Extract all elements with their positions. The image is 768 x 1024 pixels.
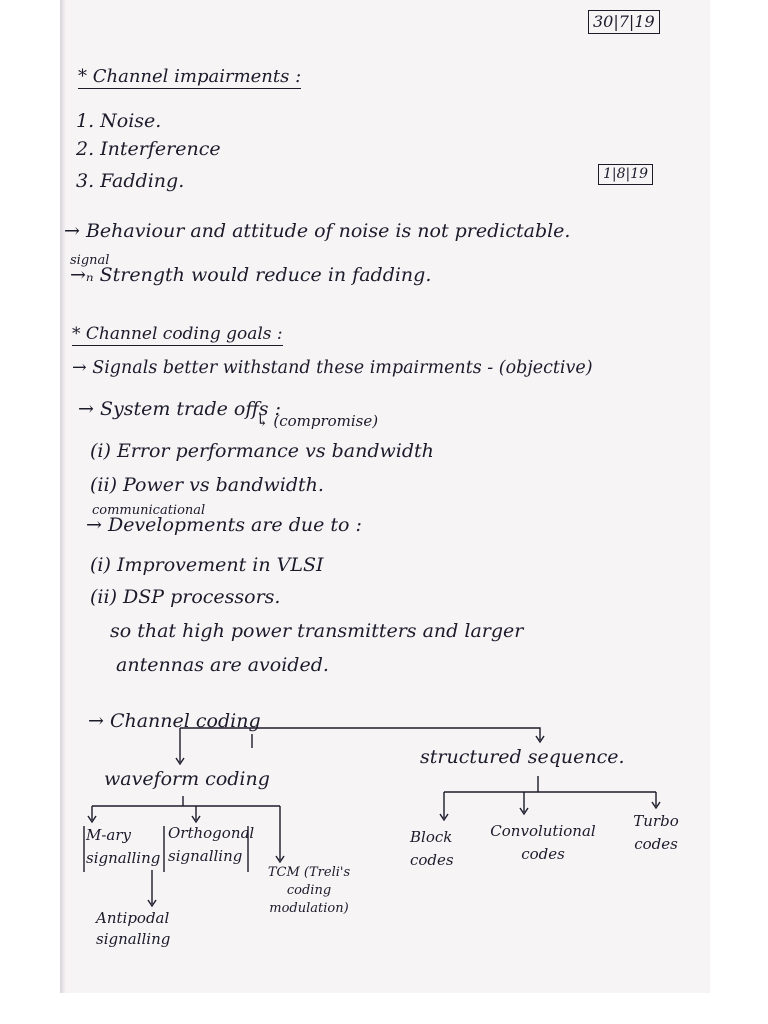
leaf-turbo-codes: Turbo codes — [633, 812, 679, 854]
goal-compromise: ↳ (compromise) — [256, 412, 379, 430]
date-box-2: 1|8|19 — [598, 164, 653, 185]
goals-heading: * Channel coding goals : — [72, 324, 283, 344]
note-signal-word: signal — [70, 253, 110, 268]
leaf-convolutional-codes: Convolutional codes — [490, 822, 596, 864]
impairment-item-interference: 2. Interference — [76, 138, 221, 160]
leaf-mary-signalling: M-ary signalling — [86, 826, 161, 868]
leaf-antipodal-signalling: Antipodal signalling — [96, 909, 171, 948]
goal-objective: → Signals better withstand these impairments - (objective) — [72, 358, 593, 378]
impairment-item-noise: 1. Noise. — [76, 110, 162, 132]
impairment-item-fading: 3. Fadding. — [76, 170, 185, 192]
note-fading: →ₙ Strength would reduce in fadding. — [70, 264, 432, 286]
structured-sequence: structured sequence. — [420, 746, 625, 768]
tradeoff-ii: (ii) Power vs bandwidth. — [90, 474, 324, 496]
leaf-tcm: TCM (Treli's coding modulation) — [267, 865, 351, 917]
impairments-heading: * Channel impairments : — [78, 66, 302, 87]
date-box-1: 30|7|19 — [588, 10, 660, 34]
antennas-line: antennas are avoided. — [116, 654, 329, 676]
leaf-block-codes: Block codes — [410, 828, 454, 870]
so-that-line: so that high power transmitters and larger — [110, 620, 524, 642]
note-noise: → Behaviour and attitude of noise is not predictable. — [64, 220, 571, 242]
development-ii: (ii) DSP processors. — [90, 586, 281, 608]
tradeoff-i: (i) Error performance vs bandwidth — [90, 440, 434, 462]
waveform-coding: waveform coding — [104, 768, 270, 790]
tree-root: → Channel coding — [88, 710, 261, 732]
leaf-orthogonal-signalling: Orthogonal signalling — [168, 824, 255, 866]
development-i: (i) Improvement in VLSI — [90, 554, 324, 576]
goal-tradeoffs: → System trade offs : — [78, 398, 281, 420]
communicational-word: communicational — [92, 503, 206, 518]
developments-line: → Developments are due to : — [86, 514, 362, 536]
